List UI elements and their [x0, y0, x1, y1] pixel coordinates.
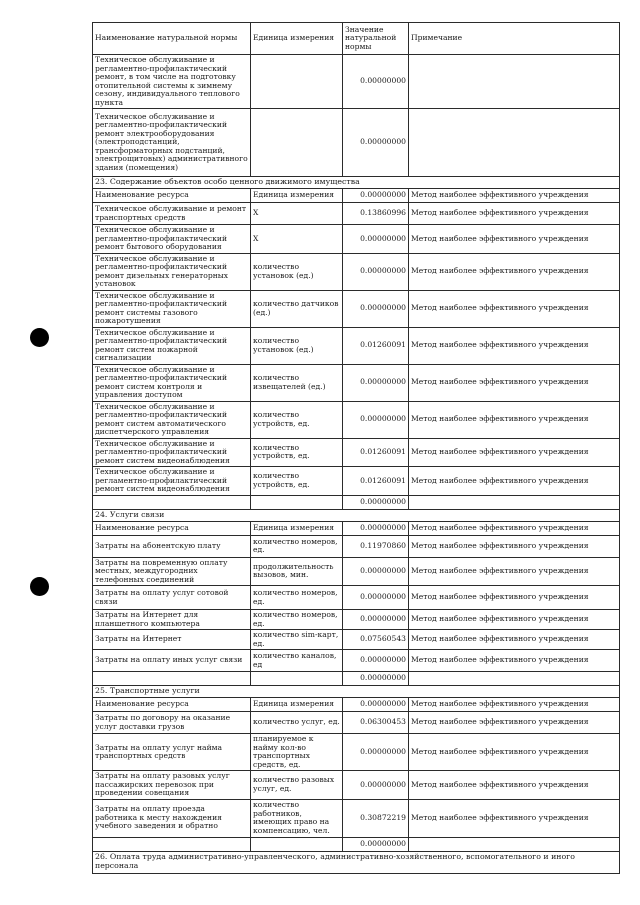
- table-row: [93, 467, 620, 496]
- table-row: [93, 712, 620, 734]
- resource-name-cell: Наименование ресурса: [93, 521, 251, 535]
- table-row: [93, 327, 620, 364]
- resource-name-cell: Затраты на Интернет для планшетного компьютера: [93, 610, 251, 630]
- unit-cell: количество номеров, ед.: [251, 586, 343, 610]
- value-cell: 0.01260091: [343, 467, 409, 496]
- value-cell: 0.00000000: [343, 734, 409, 771]
- table-row: [93, 535, 620, 557]
- value-cell: 0.00000000: [343, 521, 409, 535]
- section-title: 25. Транспортные услуги: [93, 686, 620, 698]
- unit-cell: количество извещателей (ед.): [251, 364, 343, 401]
- resource-name-cell: Затраты по договору на оказание услуг доставки грузов: [93, 712, 251, 734]
- note-cell: [409, 55, 620, 109]
- resource-name-cell: [93, 672, 251, 686]
- column-header: Наименование натуральной нормы: [93, 23, 251, 55]
- note-cell: [409, 672, 620, 686]
- note-cell: Метод наиболее эффективного учреждения: [409, 467, 620, 496]
- note-cell: Метод наиболее эффективного учреждения: [409, 712, 620, 734]
- unit-cell: количество устройств, ед.: [251, 438, 343, 467]
- table-row: [93, 771, 620, 800]
- value-cell: 0.00000000: [343, 557, 409, 586]
- table-row: [93, 586, 620, 610]
- table-row: [93, 650, 620, 672]
- value-cell: 0.00000000: [343, 610, 409, 630]
- value-cell: 0.00000000: [343, 586, 409, 610]
- table-row: [93, 189, 620, 203]
- note-cell: Метод наиболее эффективного учреждения: [409, 557, 620, 586]
- unit-cell: [251, 672, 343, 686]
- resource-name-cell: Техническое обслуживание и регламентно-профилактический ремонт систем контроля и управления доступом: [93, 364, 251, 401]
- table-row: [93, 734, 620, 771]
- table-row: [93, 521, 620, 535]
- value-cell: 0.00000000: [343, 401, 409, 438]
- resource-name-cell: Техническое обслуживание и регламентно-профилактический ремонт дизельных генераторных установок: [93, 253, 251, 290]
- section-row: [93, 177, 620, 189]
- section-title: 26. Оплата труда административно-управленческого, административно-хозяйственного, вспомогательного и иного персонала: [93, 851, 620, 873]
- table-row: [93, 495, 620, 509]
- table-row: [93, 672, 620, 686]
- unit-cell: количество устройств, ед.: [251, 467, 343, 496]
- unit-cell: количество услуг, ед.: [251, 712, 343, 734]
- value-cell: 0.00000000: [343, 290, 409, 327]
- note-cell: Метод наиболее эффективного учреждения: [409, 535, 620, 557]
- value-cell: 0.00000000: [343, 650, 409, 672]
- resource-name-cell: Затраты на повременную оплату местных, междугородних телефонных соединений: [93, 557, 251, 586]
- section-title: 23. Содержание объектов особо ценного движимого имущества: [93, 177, 620, 189]
- unit-cell: [251, 495, 343, 509]
- value-cell: 0.00000000: [343, 698, 409, 712]
- unit-cell: количество разовых услуг, ед.: [251, 771, 343, 800]
- unit-cell: Х: [251, 225, 343, 254]
- note-cell: Метод наиболее эффективного учреждения: [409, 610, 620, 630]
- table-row: [93, 225, 620, 254]
- unit-cell: Единица измерения: [251, 521, 343, 535]
- resource-name-cell: [93, 837, 251, 851]
- resource-name-cell: Техническое обслуживание и регламентно-профилактический ремонт систем автоматического диспетчерского управления: [93, 401, 251, 438]
- value-cell: 0.00000000: [343, 225, 409, 254]
- resource-name-cell: Техническое обслуживание и ремонт транспортных средств: [93, 203, 251, 225]
- note-cell: [409, 495, 620, 509]
- value-cell: 0.00000000: [343, 771, 409, 800]
- note-cell: Метод наиболее эффективного учреждения: [409, 225, 620, 254]
- norms-table: [92, 22, 620, 874]
- unit-cell: количество номеров, ед.: [251, 535, 343, 557]
- value-cell: 0.13860996: [343, 203, 409, 225]
- table-row: [93, 630, 620, 650]
- value-cell: 0.01260091: [343, 327, 409, 364]
- resource-name-cell: Затраты на оплату услуг сотовой связи: [93, 586, 251, 610]
- note-cell: Метод наиболее эффективного учреждения: [409, 290, 620, 327]
- note-cell: Метод наиболее эффективного учреждения: [409, 630, 620, 650]
- column-header: Единица измерения: [251, 23, 343, 55]
- value-cell: 0.00000000: [343, 253, 409, 290]
- unit-cell: количество датчиков (ед.): [251, 290, 343, 327]
- value-cell: 0.30872219: [343, 799, 409, 837]
- unit-cell: [251, 55, 343, 109]
- punch-hole-top: [30, 328, 49, 347]
- punch-hole-bottom: [30, 577, 49, 596]
- note-cell: [409, 109, 620, 177]
- note-cell: Метод наиболее эффективного учреждения: [409, 698, 620, 712]
- unit-cell: количество работников, имеющих право на компенсацию, чел.: [251, 799, 343, 837]
- column-header: Значение натуральной нормы: [343, 23, 409, 55]
- note-cell: Метод наиболее эффективного учреждения: [409, 364, 620, 401]
- note-cell: Метод наиболее эффективного учреждения: [409, 586, 620, 610]
- value-cell: 0.06300453: [343, 712, 409, 734]
- unit-cell: [251, 837, 343, 851]
- table-row: [93, 557, 620, 586]
- table-row: [93, 698, 620, 712]
- value-cell: 0.00000000: [343, 495, 409, 509]
- unit-cell: Единица измерения: [251, 698, 343, 712]
- note-cell: Метод наиболее эффективного учреждения: [409, 327, 620, 364]
- note-cell: Метод наиболее эффективного учреждения: [409, 799, 620, 837]
- section-row: [93, 509, 620, 521]
- unit-cell: [251, 109, 343, 177]
- unit-cell: Единица измерения: [251, 189, 343, 203]
- table-row: [93, 253, 620, 290]
- resource-name-cell: Техническое обслуживание и регламентно-профилактический ремонт систем видеонаблюдения: [93, 438, 251, 467]
- table-row: [93, 799, 620, 837]
- note-cell: [409, 837, 620, 851]
- table-row: [93, 364, 620, 401]
- value-cell: 0.00000000: [343, 672, 409, 686]
- resource-name-cell: Затраты на оплату услуг найма транспортных средств: [93, 734, 251, 771]
- note-cell: Метод наиболее эффективного учреждения: [409, 771, 620, 800]
- note-cell: Метод наиболее эффективного учреждения: [409, 650, 620, 672]
- resource-name-cell: Техническое обслуживание и регламентно-профилактический ремонт систем пожарной сигнализации: [93, 327, 251, 364]
- table-row: [93, 438, 620, 467]
- table-row: [93, 610, 620, 630]
- section-title: 24. Услуги связи: [93, 509, 620, 521]
- resource-name-cell: Затраты на Интернет: [93, 630, 251, 650]
- resource-name-cell: Затраты на абонентскую плату: [93, 535, 251, 557]
- note-cell: Метод наиболее эффективного учреждения: [409, 734, 620, 771]
- value-cell: 0.00000000: [343, 189, 409, 203]
- value-cell: 0.11970860: [343, 535, 409, 557]
- resource-name-cell: [93, 495, 251, 509]
- value-cell: 0.00000000: [343, 109, 409, 177]
- section-row: [93, 686, 620, 698]
- resource-name-cell: Наименование ресурса: [93, 189, 251, 203]
- unit-cell: продолжительность вызовов, мин.: [251, 557, 343, 586]
- unit-cell: количество устройств, ед.: [251, 401, 343, 438]
- column-header: Примечание: [409, 23, 620, 55]
- unit-cell: количество номеров, ед.: [251, 610, 343, 630]
- note-cell: Метод наиболее эффективного учреждения: [409, 203, 620, 225]
- resource-name-cell: Затраты на оплату разовых услуг пассажирских перевозок при проведении совещания: [93, 771, 251, 800]
- table-row: [93, 203, 620, 225]
- value-cell: 0.00000000: [343, 837, 409, 851]
- unit-cell: количество установок (ед.): [251, 327, 343, 364]
- resource-name-cell: Техническое обслуживание и регламентно-профилактический ремонт систем видеонаблюдения: [93, 467, 251, 496]
- table-row: [93, 109, 620, 177]
- note-cell: Метод наиболее эффективного учреждения: [409, 189, 620, 203]
- header-row: [93, 23, 620, 55]
- unit-cell: количество sim-карт, ед.: [251, 630, 343, 650]
- value-cell: 0.01260091: [343, 438, 409, 467]
- section-row: [93, 851, 620, 873]
- note-cell: Метод наиболее эффективного учреждения: [409, 253, 620, 290]
- resource-name-cell: Техническое обслуживание и регламентно-профилактический ремонт бытового оборудования: [93, 225, 251, 254]
- resource-name-cell: Затраты на оплату проезда работника к месту нахождения учебного заведения и обратно: [93, 799, 251, 837]
- unit-cell: Х: [251, 203, 343, 225]
- resource-name-cell: Затраты на оплату иных услуг связи: [93, 650, 251, 672]
- value-cell: 0.00000000: [343, 364, 409, 401]
- table-row: [93, 55, 620, 109]
- unit-cell: количество установок (ед.): [251, 253, 343, 290]
- unit-cell: количество каналов, ед: [251, 650, 343, 672]
- note-cell: Метод наиболее эффективного учреждения: [409, 521, 620, 535]
- table-row: [93, 401, 620, 438]
- resource-name-cell: Наименование ресурса: [93, 698, 251, 712]
- note-cell: Метод наиболее эффективного учреждения: [409, 438, 620, 467]
- resource-name-cell: Техническое обслуживание и регламентно-профилактический ремонт, в том числе на подготовку отопительной системы к зимнему сезону, индивидуального теплового пункта: [93, 55, 251, 109]
- resource-name-cell: Техническое обслуживание и регламентно-профилактический ремонт электрооборудования (электроподстанций, трансформаторных подстанций, электрощитовых) административного здания (помещения): [93, 109, 251, 177]
- note-cell: Метод наиболее эффективного учреждения: [409, 401, 620, 438]
- resource-name-cell: Техническое обслуживание и регламентно-профилактический ремонт системы газового пожаротушения: [93, 290, 251, 327]
- value-cell: 0.07560543: [343, 630, 409, 650]
- unit-cell: планируемое к найму кол-во транспортных средств, ед.: [251, 734, 343, 771]
- table-row: [93, 290, 620, 327]
- value-cell: 0.00000000: [343, 55, 409, 109]
- table-row: [93, 837, 620, 851]
